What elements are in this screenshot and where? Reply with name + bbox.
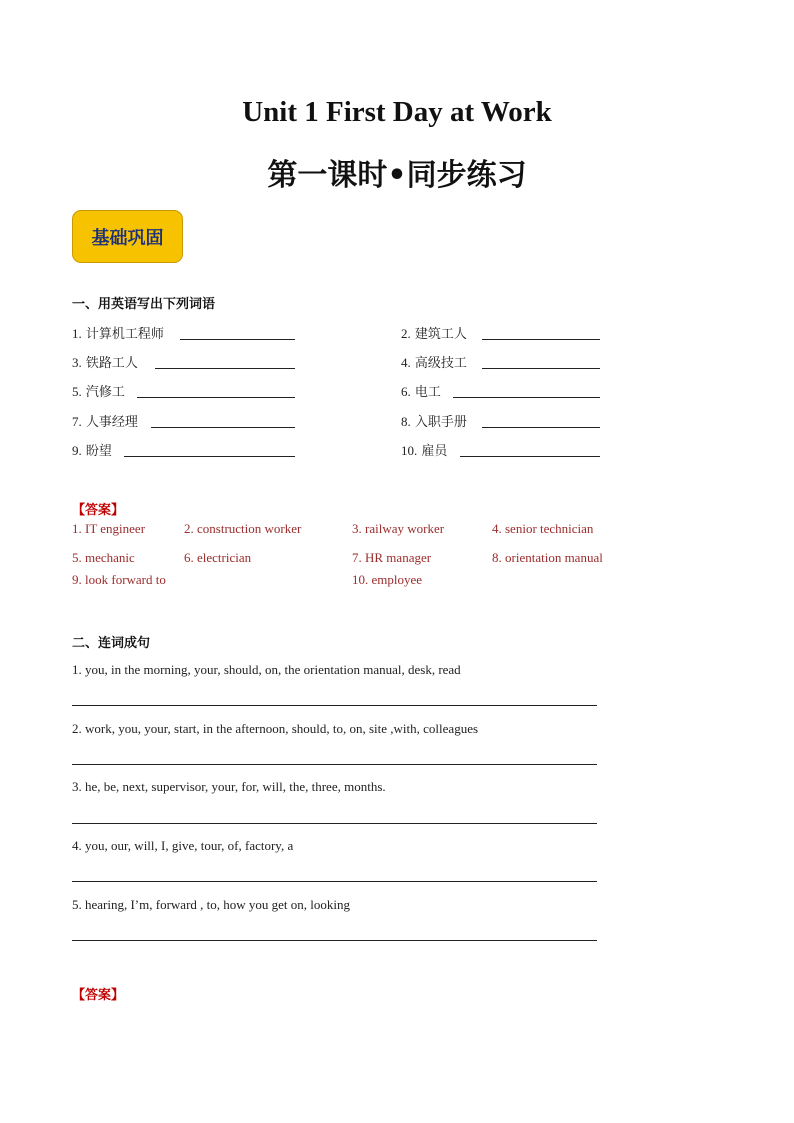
page-subtitle: 第一课时•同步练习 xyxy=(267,158,527,193)
answer-blank-3[interactable] xyxy=(155,368,295,369)
answer-item: 7. HR manager xyxy=(352,550,432,565)
sentence-question-5: 5. hearing, I’m, forward , to, how you get on, looking xyxy=(72,897,351,912)
answer-blank-7[interactable] xyxy=(151,427,295,428)
answer-blank-9[interactable] xyxy=(124,456,295,457)
answer-blank-10[interactable] xyxy=(460,456,600,457)
answer-item: 4. senior technician xyxy=(492,521,594,536)
answer-item: 8. orientation manual xyxy=(492,550,603,565)
vocab-item-4: 4. 高级技工 xyxy=(401,355,467,371)
vocab-item-6: 6. 电工 xyxy=(401,384,441,400)
answer-label-1: 【答案】 xyxy=(72,503,125,518)
answer-blank-8[interactable] xyxy=(482,427,600,428)
sentence-answer-line-3[interactable] xyxy=(72,823,597,824)
answer-label-2: 【答案】 xyxy=(72,988,125,1003)
vocab-item-5: 5. 汽修工 xyxy=(72,384,125,400)
sentence-question-2: 2. work, you, your, start, in the afternoon, should, to, on, site ,with, colleagues xyxy=(72,721,479,736)
answer-item: 1. IT engineer xyxy=(72,521,146,536)
vocab-item-1: 1. 计算机工程师 xyxy=(72,326,164,342)
sentence-answer-line-1[interactable] xyxy=(72,705,597,706)
answer-item: 3. railway worker xyxy=(352,521,445,536)
answer-item: 2. construction worker xyxy=(184,521,302,536)
answer-item: 6. electrician xyxy=(184,550,252,565)
vocab-item-9: 9. 盼望 xyxy=(72,443,112,459)
vocab-item-8: 8. 入职手册 xyxy=(401,414,467,430)
sentence-question-4: 4. you, our, will, I, give, tour, of, factory, a xyxy=(72,838,294,853)
answer-item: 9. look forward to xyxy=(72,572,166,587)
vocab-item-2: 2. 建筑工人 xyxy=(401,326,467,342)
sentence-question-1: 1. you, in the morning, your, should, on, the orientation manual, desk, read xyxy=(72,662,461,677)
sentence-answer-line-2[interactable] xyxy=(72,764,597,765)
answer-item: 5. mechanic xyxy=(72,550,135,565)
section2-heading: 二、连词成句 xyxy=(72,636,151,651)
answer-blank-1[interactable] xyxy=(180,339,295,340)
sentence-question-3: 3. he, be, next, supervisor, your, for, will, the, three, months. xyxy=(72,779,386,794)
answer-item: 10. employee xyxy=(352,572,423,587)
page-title: Unit 1 First Day at Work xyxy=(242,96,552,128)
answer-blank-4[interactable] xyxy=(482,368,600,369)
vocab-item-7: 7. 人事经理 xyxy=(72,414,138,430)
section-badge: 基础巩固 xyxy=(72,210,183,263)
vocab-item-3: 3. 铁路工人 xyxy=(72,355,138,371)
vocab-item-10: 10. 雇员 xyxy=(401,443,448,459)
sentence-answer-line-5[interactable] xyxy=(72,940,597,941)
answer-blank-5[interactable] xyxy=(137,397,295,398)
section1-heading: 一、用英语写出下列词语 xyxy=(72,297,216,312)
answer-blank-2[interactable] xyxy=(482,339,600,340)
sentence-answer-line-4[interactable] xyxy=(72,881,597,882)
answer-blank-6[interactable] xyxy=(453,397,600,398)
